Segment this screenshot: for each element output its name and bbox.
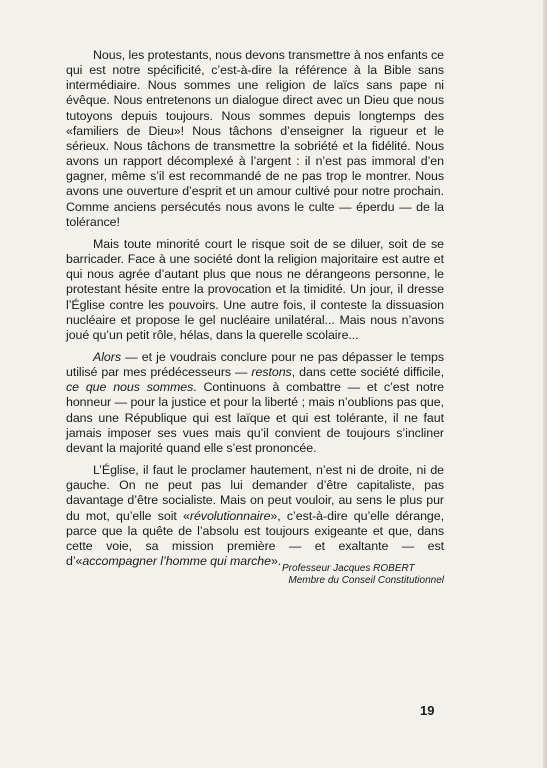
paragraph-4 (66, 463, 444, 569)
signature-name: Professeur Jacques ROBERT (282, 563, 415, 574)
italic-segment: accompagner l’homme qui marche (82, 554, 271, 568)
text-segment: — et je voudrais conclure pour ne pas dépasser le temps utilisé par mes prédécesseurs — (66, 349, 444, 380)
text-segment: ». (270, 554, 282, 568)
paragraph-2 (66, 237, 444, 343)
text-segment: , dans cette société difficile, (291, 365, 444, 380)
page-number: 19 (420, 703, 435, 718)
paragraph-1 (66, 48, 444, 230)
signature-role: Membre du Conseil Constitutionnel (288, 575, 444, 587)
text-segment: Nous, les protestants, nous devons transmettre à nos enfants ce qui est notre spécificité, c’est-à-dire la référence à la Bible sans intermédiaire. Nous sommes une religion de laïcs sans pape ni évêque. Nous entretenons un dialogue direct avec un Dieu que nous tutoyons depuis toujours. Nous sommes depuis longtemps des «familiers de Dieu»! Nous tâchons d’enseigner la rigueur et le sérieux. Nous tâchons de transmettre la sobriété et la fidélité. Nous avons un rapport décomplexé à l’argent : il n’est pas immoral d’en gagner, même s’il est recommandé de ne pas trop le montrer. Nous avons une ouverture d’esprit et un amour cultivé pour notre prochain. Comme anciens persécutés nous avons le culte — éperdu — de la tolérance! (66, 48, 444, 229)
italic-segment: ce que nous sommes (66, 380, 194, 395)
text-segment: », c’est-à-dire qu’elle dérange, parce que la quête de l’absolu est toujours exigeante et que, dans cette voie, sa mission première — et exaltante — est d’« (66, 508, 445, 568)
italic-segment: Alors (93, 349, 121, 364)
text-segment: L’Église, il faut le proclamer hautement, n’est ni de droite, ni de gauche. On ne peut pas lui demander d’être capitaliste, pas davantage d’être socialiste. Mais on peut vouloir, au sens le plus pur du mot, qu’elle soit « (66, 463, 444, 523)
text-segment: . Continuons à combattre — et c’est notre honneur — pour la justice et pour la liberté ; mais n’oublions pas que, dans une République qui est laïque et qui est tolérante, il ne faut jamais imposer ses vues mais qu’il convient de toujours s’incliner devant la majorité quand elle s’est prononcée. (66, 380, 444, 455)
italic-segment: restons (251, 365, 292, 380)
page-edge (543, 0, 547, 768)
paragraph-3 (66, 350, 444, 456)
body-text (66, 48, 444, 576)
italic-segment: révolutionnaire (189, 508, 271, 523)
signature-block (282, 563, 462, 588)
text-segment: Mais toute minorité court le risque soit de se diluer, soit de se barricader. Face à une société dont la religion majoritaire est autre et qui nous agrée d’autant plus que nous ne dérangeons personne, le protestant hésite entre la provocation et la timidité. Un jour, il dresse l’Église contre les pouvoirs. Une autre fois, il conteste la dissuasion nucléaire et propose le gel nucléaire unilatéral... Mais nous n’avons joué qu’un petit rôle, hélas, dans la querelle scolaire... (66, 236, 444, 342)
